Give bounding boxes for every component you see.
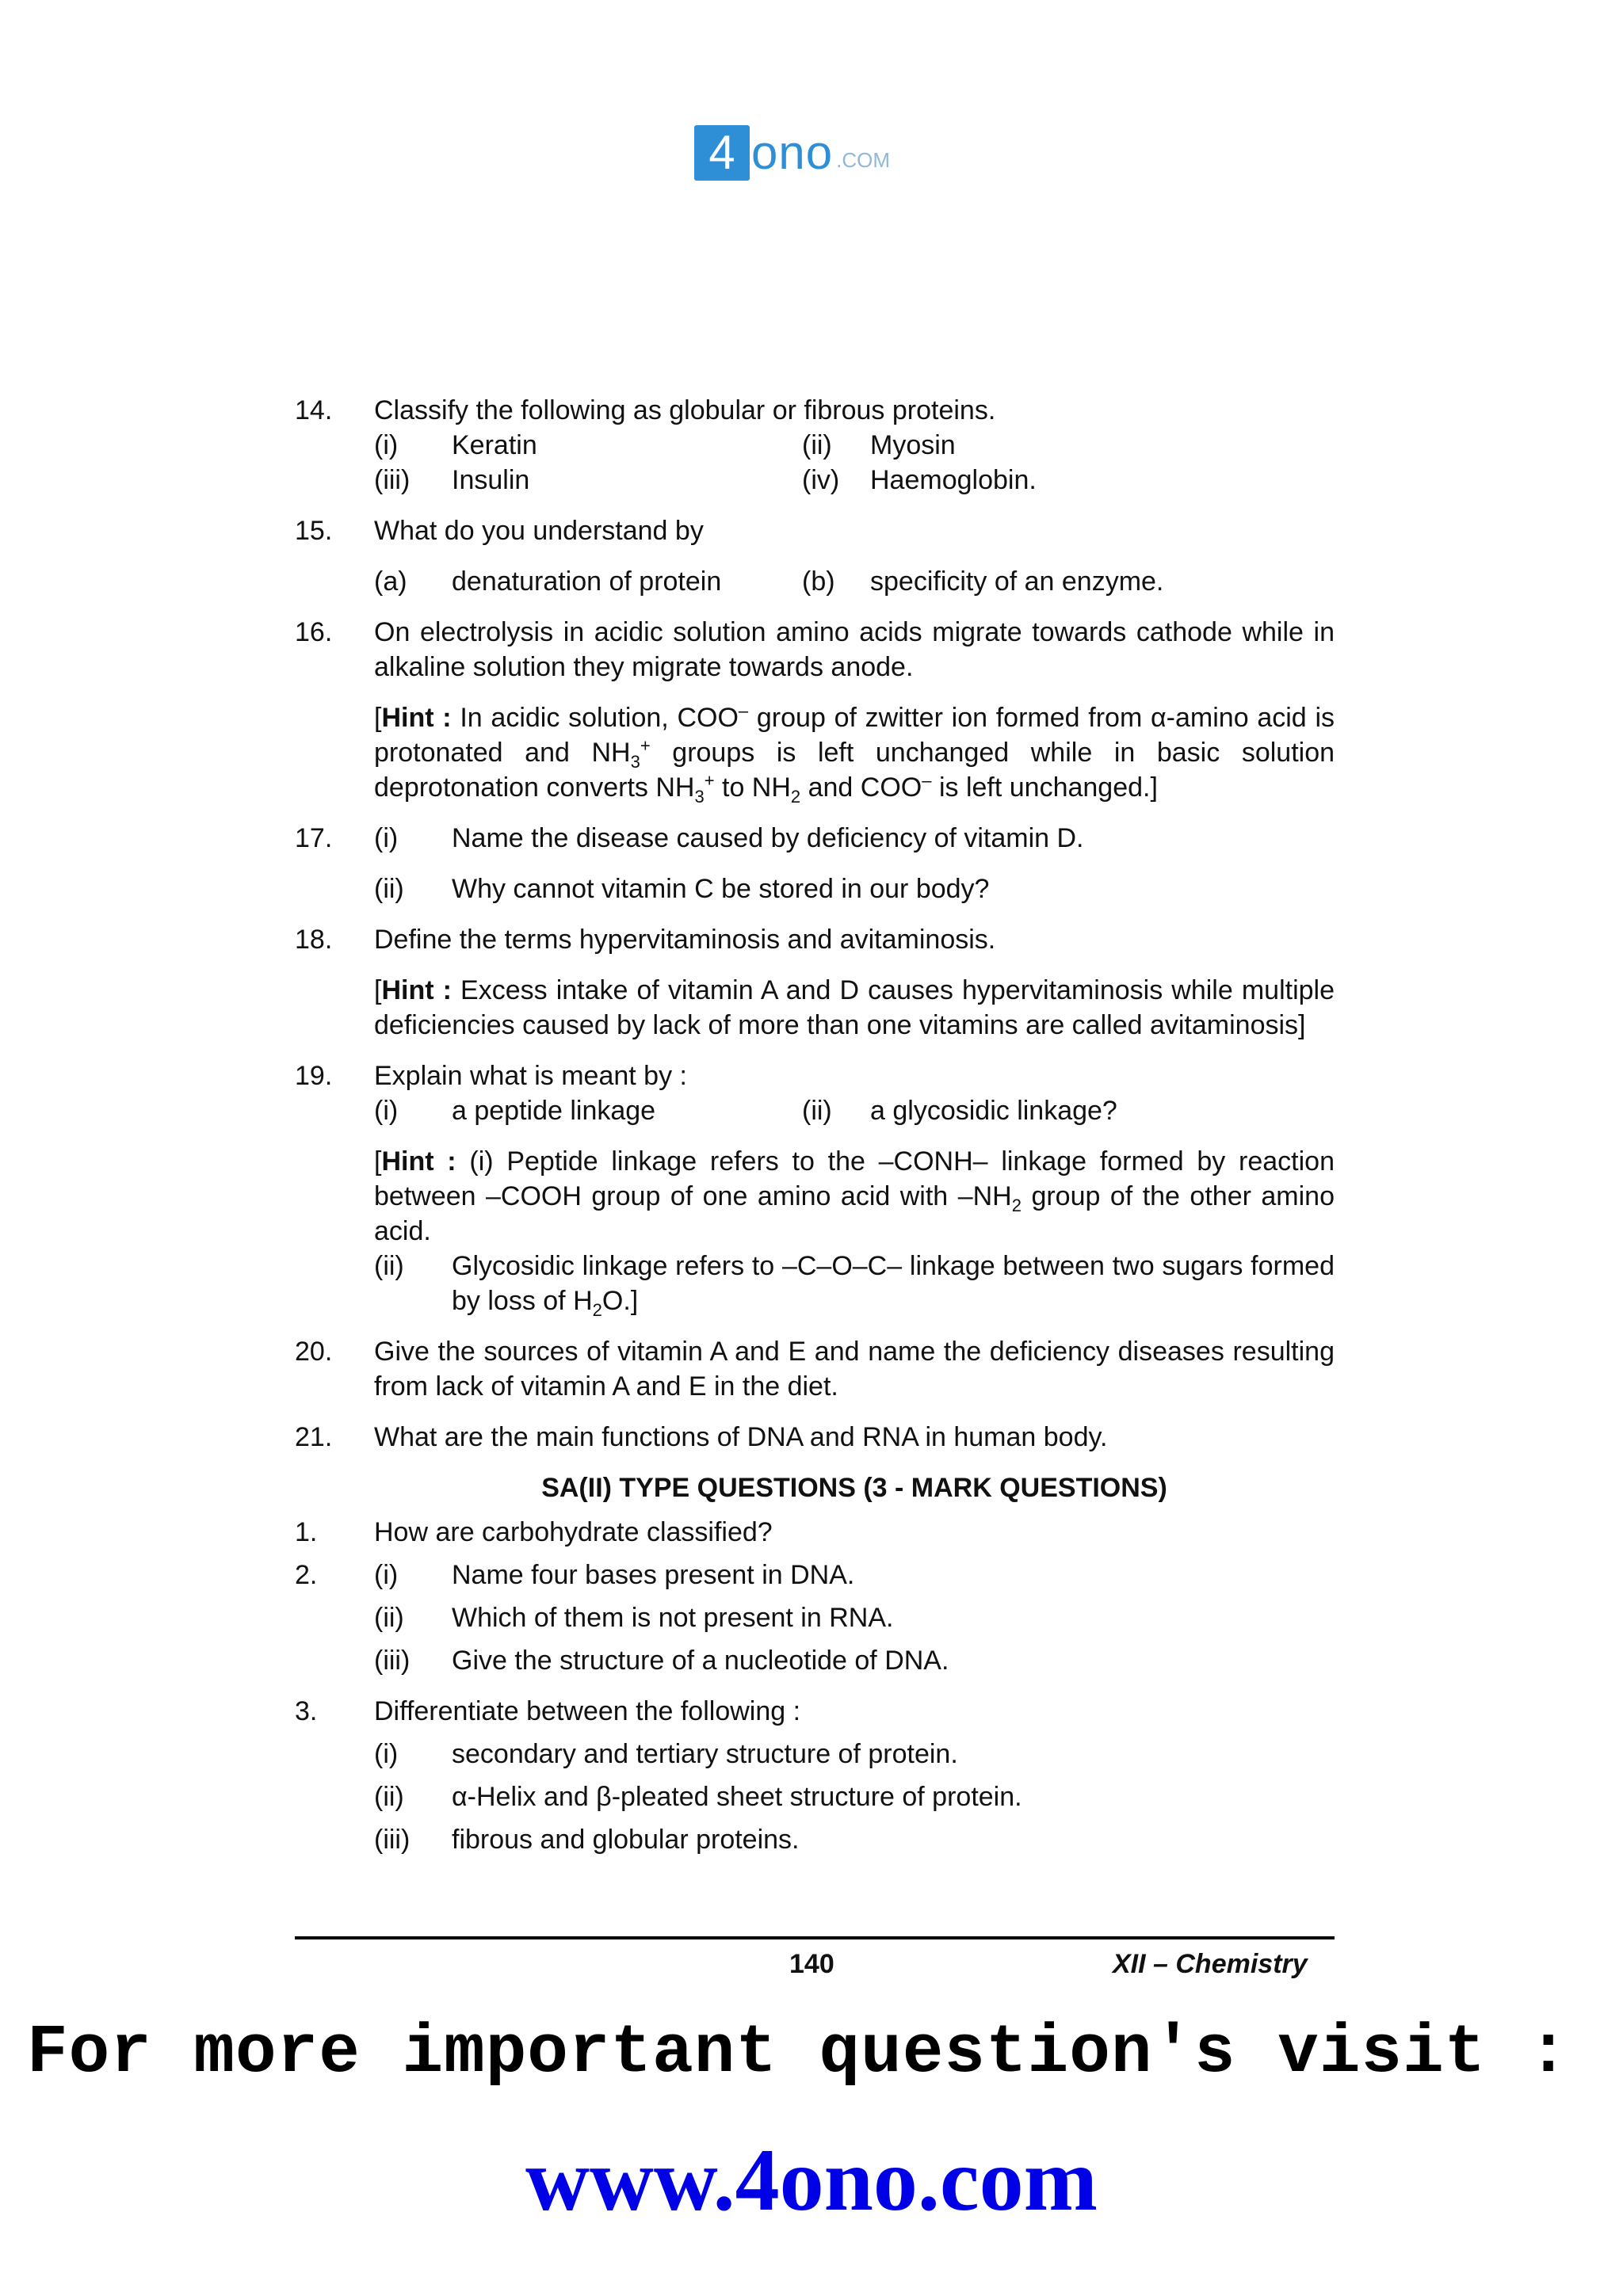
hint-block: [Hint : Excess intake of vitamin A and D causes hypervitaminosis while multiple deficiencies caused by lack of more than one vitamins are called avitaminosis] xyxy=(374,975,1335,1040)
logo-box: 4 xyxy=(694,125,750,181)
question-14 xyxy=(295,393,1335,498)
item-text: Keratin xyxy=(452,430,537,460)
question-text: What are the main functions of DNA and RNA in human body. xyxy=(374,1422,1108,1452)
hint-label: Hint : xyxy=(381,1146,456,1177)
page-number: 140 xyxy=(789,1949,834,1979)
item-text: a glycosidic linkage? xyxy=(870,1096,1117,1126)
question-text: How are carbohydrate classified? xyxy=(374,1517,773,1547)
sub-question: (i) Name the disease caused by deficiency of vitamin D. xyxy=(374,823,1084,853)
sub-question: (ii) α-Helix and β-pleated sheet structure of protein. xyxy=(374,1782,1022,1812)
question-17 xyxy=(295,821,1335,906)
footer-rule xyxy=(295,1936,1335,1939)
question-20 xyxy=(295,1334,1335,1404)
hint-label: Hint : xyxy=(381,703,452,733)
question-number: 20. xyxy=(295,1337,333,1367)
sub-question: (ii) Which of them is not present in RNA. xyxy=(374,1603,894,1633)
question-number: 15. xyxy=(295,516,333,546)
item-label: (ii) xyxy=(802,1096,832,1126)
item-label: (i) xyxy=(374,430,399,460)
logo-text: ono xyxy=(751,126,834,179)
question-text: Give the sources of vitamin A and E and name the deficiency diseases resulting from lack of vitamin A and E in the diet. xyxy=(374,1337,1335,1402)
item-label: (iv) xyxy=(802,465,840,495)
item-text: denaturation of protein xyxy=(452,566,722,597)
sub-question: (ii) Why cannot vitamin C be stored in our body? xyxy=(374,874,990,904)
sub-question: (i) secondary and tertiary structure of protein. xyxy=(374,1739,958,1769)
footer-subject: XII – Chemistry xyxy=(1113,1949,1308,1979)
sa2-question-2 xyxy=(295,1558,1335,1678)
question-16 xyxy=(295,615,1335,805)
question-text: Define the terms hypervitaminosis and avitaminosis. xyxy=(374,925,996,955)
item-label: (a) xyxy=(374,566,407,597)
question-number: 21. xyxy=(295,1422,333,1452)
question-number: 18. xyxy=(295,925,333,955)
sa2-question-3 xyxy=(295,1694,1335,1857)
sub-question: (i) Name four bases present in DNA. xyxy=(374,1560,855,1590)
question-number: 19. xyxy=(295,1061,333,1091)
question-21 xyxy=(295,1420,1335,1455)
logo-domain: .COM xyxy=(836,148,890,172)
question-text: Classify the following as globular or fibrous proteins. xyxy=(374,395,996,425)
promo-url[interactable]: www.4ono.com xyxy=(525,2131,1098,2229)
question-content xyxy=(295,393,1335,1857)
item-label: (ii) xyxy=(802,430,832,460)
hint-block: [Hint : (i) Peptide linkage refers to the –CONH– linkage formed by reaction between –COOH group of one amino acid with $-NH_2$ group of the other amino acid. xyxy=(374,1146,1335,1246)
hint-label: Hint : xyxy=(381,975,452,1005)
sub-question: (iii) Give the structure of a nucleotide of DNA. xyxy=(374,1646,949,1676)
item-text: a peptide linkage xyxy=(452,1096,656,1126)
hint-sub-point: (ii) Glycosidic linkage refers to –C–O–C– linkage between two sugars formed by loss of $H_2O$.] xyxy=(374,1251,1335,1320)
question-number: 2. xyxy=(295,1560,318,1590)
item-label: (b) xyxy=(802,566,835,597)
question-number: 3. xyxy=(295,1696,318,1726)
question-19 xyxy=(295,1058,1335,1318)
question-number: 14. xyxy=(295,395,333,425)
question-text: What do you understand by xyxy=(374,516,704,546)
sa2-question-1 xyxy=(295,1515,1335,1550)
question-18 xyxy=(295,922,1335,1043)
question-text: Explain what is meant by : xyxy=(374,1061,687,1091)
hint-block: [Hint : In acidic solution, COO– group of zwitter ion formed from α-amino acid is protonated and $NH_3^+$ groups is left unchanged while in basic solution deprotonation converts $NH_3^+$ to $NH_2$ and COO– is left unchanged.] xyxy=(374,700,1335,807)
item-label: (iii) xyxy=(374,465,411,495)
item-text: specificity of an enzyme. xyxy=(870,566,1164,597)
question-15 xyxy=(295,513,1335,599)
item-label: (i) xyxy=(374,1096,399,1126)
item-text: Myosin xyxy=(870,430,956,460)
section-heading: SA(II) TYPE QUESTIONS (3 - MARK QUESTIONS) xyxy=(541,1473,1167,1503)
question-number: 17. xyxy=(295,823,333,853)
question-number: 16. xyxy=(295,617,333,647)
item-text: Haemoglobin. xyxy=(870,465,1037,495)
sub-question: (iii) fibrous and globular proteins. xyxy=(374,1825,800,1855)
question-number: 1. xyxy=(295,1517,318,1547)
question-text: Differentiate between the following : xyxy=(374,1696,801,1726)
site-logo xyxy=(694,125,890,181)
question-text: On electrolysis in acidic solution amino acids migrate towards cathode while in alkaline solution they migrate towards anode. xyxy=(374,617,1335,682)
item-text: Insulin xyxy=(452,465,530,495)
promo-text: For more important question's visit : xyxy=(27,2014,1570,2092)
